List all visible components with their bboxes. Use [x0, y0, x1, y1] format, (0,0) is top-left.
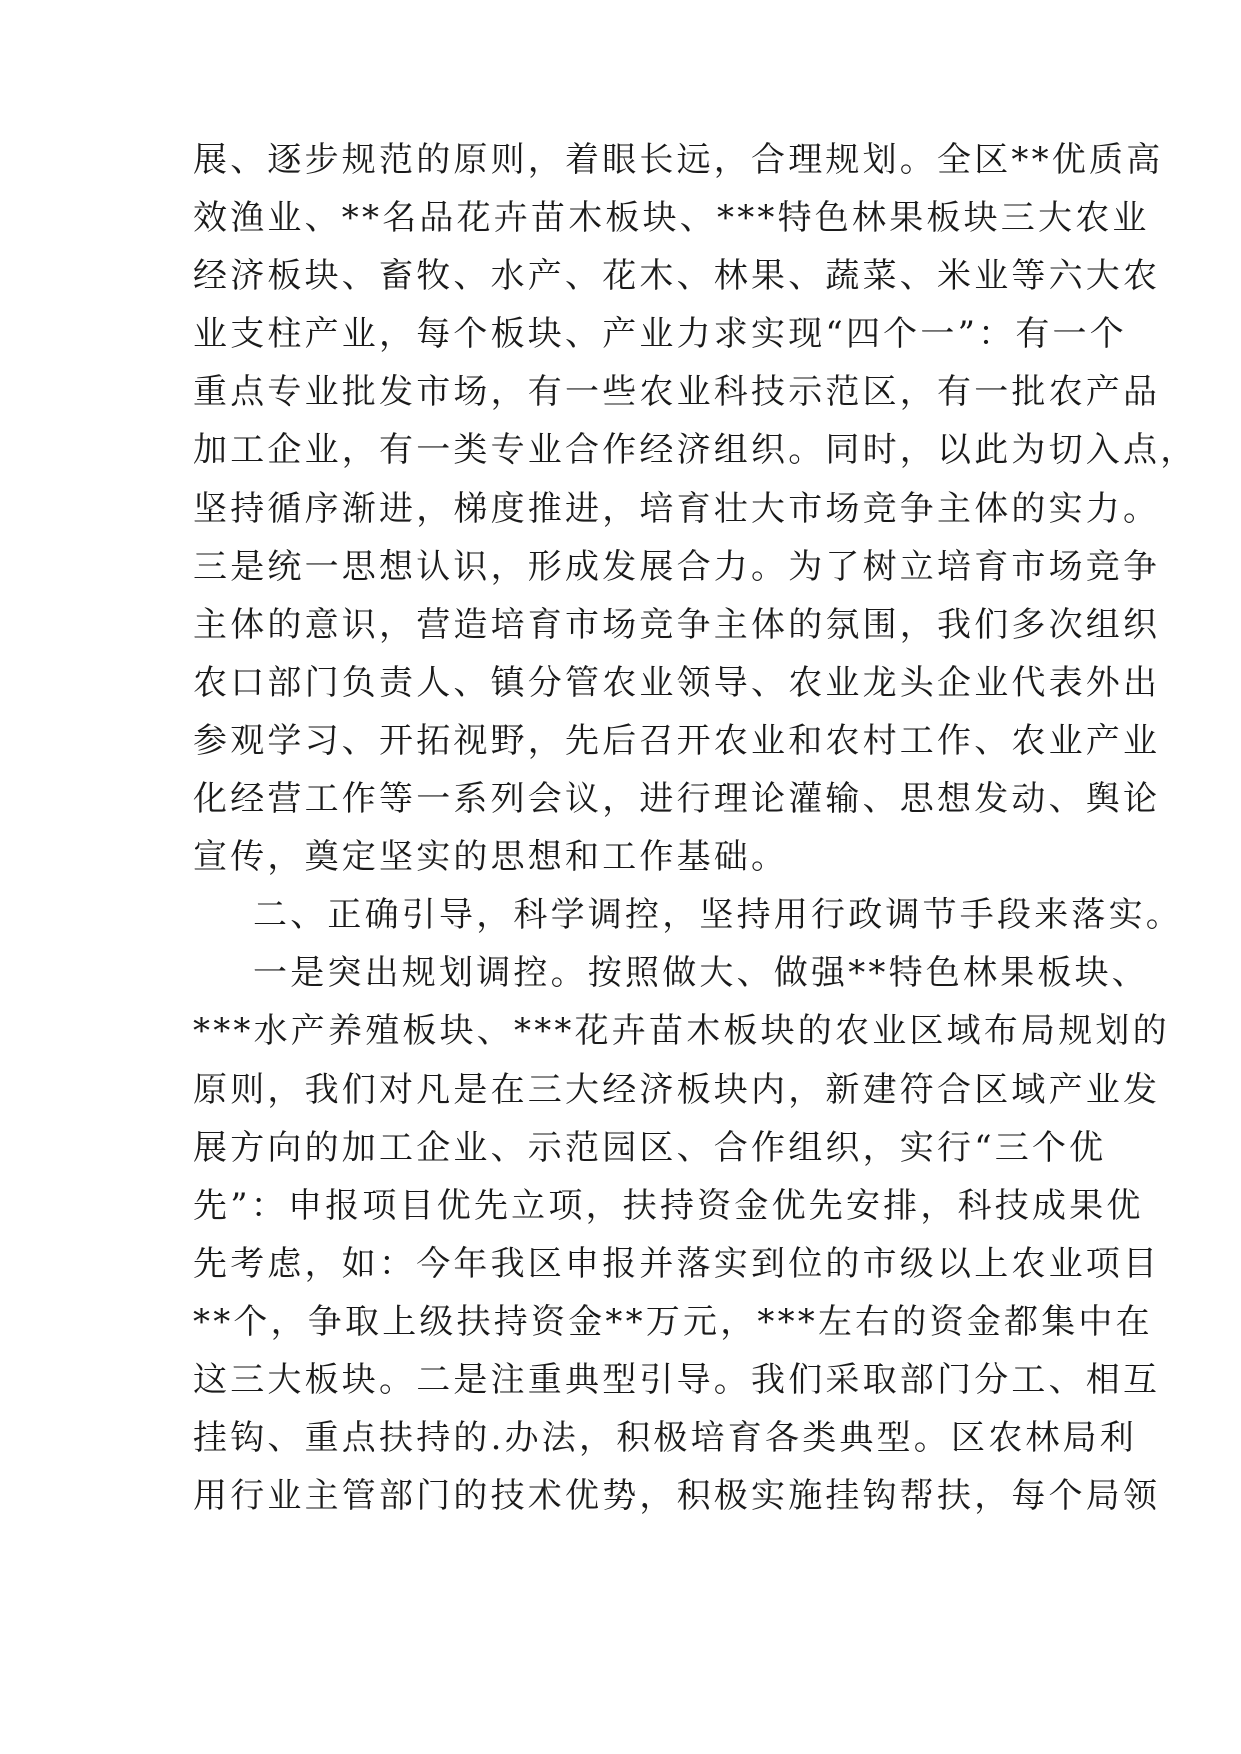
body-text	[193, 131, 1198, 1525]
text-line: 经济板块、畜牧、水产、花木、林果、蔬菜、米业等六大农	[193, 256, 1161, 297]
paragraph-first-line: 一是突出规划调控。按照做大、做强**特色林果板块、	[253, 953, 1149, 994]
text-line: 三是统一思想认识，形成发展合力。为了树立培育市场竞争	[193, 546, 1161, 587]
text-line: 这三大板块。二是注重典型引导。我们采取部门分工、相互	[193, 1359, 1161, 1400]
text-line: ***水产养殖板块、***花卉苗木板块的农业区域布局规划的	[193, 1011, 1170, 1052]
text-line: 宣传，奠定坚实的思想和工作基础。	[193, 837, 789, 878]
text-line: 坚持循序渐进，梯度推进，培育壮大市场竞争主体的实力。	[193, 488, 1161, 529]
text-line: 农口部门负责人、镇分管农业领导、农业龙头企业代表外出	[193, 662, 1161, 703]
text-line: 效渔业、**名品花卉苗木板块、***特色林果板块三大农业	[193, 198, 1150, 239]
text-line: 主体的意识，营造培育市场竞争主体的氛围，我们多次组织	[193, 604, 1161, 645]
text-line: 加工企业，有一类专业合作经济组织。同时，以此为切入点，	[193, 430, 1198, 471]
text-line: 展、逐步规范的原则，着眼长远，合理规划。全区**优质高	[193, 140, 1164, 180]
text-line: 挂钩、重点扶持的.办法，积极培育各类典型。区农林局利	[193, 1418, 1138, 1459]
text-line: 化经营工作等一系列会议，进行理论灌输、思想发动、舆论	[193, 779, 1161, 820]
text-line: **个，争取上级扶持资金**万元，***左右的资金都集中在	[193, 1301, 1153, 1342]
text-line: 业支柱产业，每个板块、产业力求实现“四个一”：有一个	[193, 314, 1127, 355]
text-line: 参观学习、开拓视野，先后召开农业和农村工作、农业产业	[193, 720, 1161, 761]
text-line: 展方向的加工企业、示范园区、合作组织，实行“三个优	[193, 1127, 1107, 1168]
section-heading: 二、正确引导，科学调控，坚持用行政调节手段来落实。	[253, 895, 1183, 936]
text-line: 原则，我们对凡是在三大经济板块内，新建符合区域产业发	[193, 1069, 1161, 1110]
text-line: 用行业主管部门的技术优势，积极实施挂钩帮扶，每个局领	[193, 1476, 1161, 1517]
text-line: 重点专业批发市场，有一些农业科技示范区，有一批农产品	[193, 372, 1161, 413]
text-line: 先”：申报项目优先立项，扶持资金优先安排，科技成果优	[193, 1185, 1144, 1226]
text-line: 先考虑，如：今年我区申报并落实到位的市级以上农业项目	[193, 1243, 1161, 1284]
